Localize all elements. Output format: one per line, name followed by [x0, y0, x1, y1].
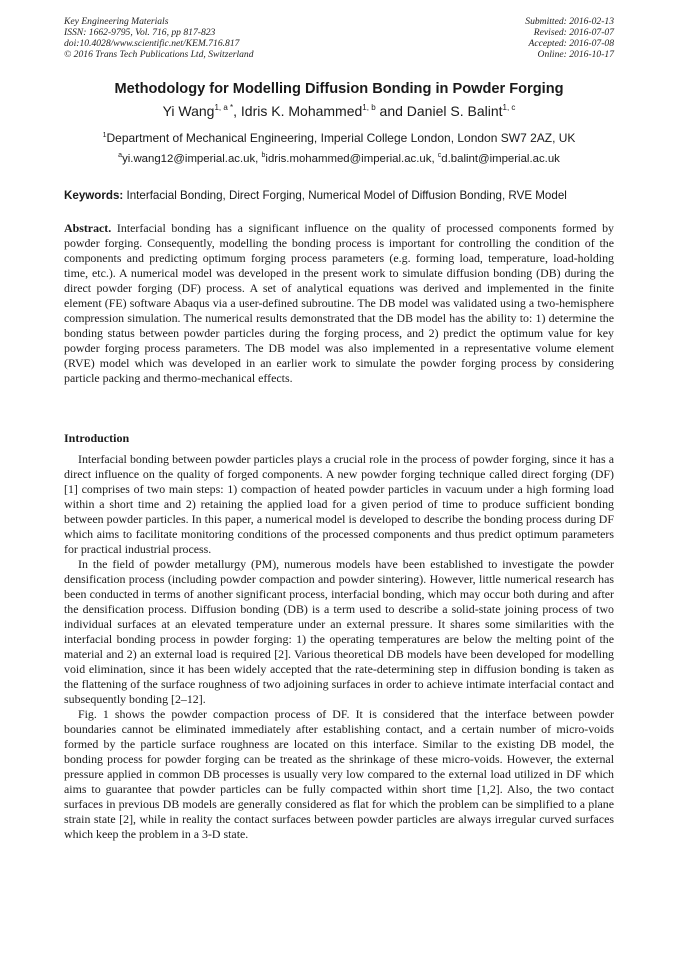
author-name: Yi Wang	[162, 103, 215, 119]
online-date: Online: 2016-10-17	[537, 49, 614, 60]
author-superscript: 1, c	[502, 103, 516, 112]
doi-line: doi:10.4028/www.scientific.net/KEM.716.817	[64, 38, 240, 49]
email-superscript: a	[118, 152, 123, 159]
abstract-text: Interfacial bonding has a significant influence on the quality of processed components formed by powder forging. Consequently, modelling the bonding process is important for controlling the condition of the components and predicting optimum forging process parameters (e.g. forming load, temperature, load-holding time, etc.). A numerical model was developed in the present work to simulate diffusion bonding (DB) during the direct powder forging (DF) process. A set of analytical equations was derived and implemented in the finite element (FE) software Abaqus via a user-defined subroutine. The DB model was validated using a two-hemisphere compression simulation. The numerical results demonstrated that the DB model has the ability to: 1) determine the bonding status between powder particles during the forging process, and 2) predict the optimum value for key powder forging process parameters. The DB model was also implemented in a representative volume element (RVE) model which was developed in an earlier work to simulate the powder forging process by considering particle packing and thermo-mechanical effects.	[64, 221, 614, 385]
author-separator: ,	[233, 103, 241, 119]
issn-line: ISSN: 1662-9795, Vol. 716, pp 817-823	[64, 27, 216, 38]
email-address[interactable]: idris.mohammed@imperial.ac.uk,	[265, 153, 438, 165]
affiliation-superscript: 1	[102, 132, 107, 139]
email-address[interactable]: d.balint@imperial.ac.uk	[441, 153, 560, 165]
keywords-label: Keywords:	[64, 189, 124, 202]
keywords	[64, 189, 624, 202]
author-list	[0, 103, 678, 119]
copyright-line: © 2016 Trans Tech Publications Ltd, Switzerland	[64, 49, 254, 60]
introduction-body	[64, 452, 614, 842]
paragraph: Fig. 1 shows the powder compaction process of DF. It is considered that the interface between powder boundaries cannot be eliminated immediately after establishing contact, and a certain number of micro-voids formed by the particle surface roughness are located on this interface. Similar to the existing DB model, the bonding process for powder forging can be treated as the shrinkage of these micro-voids. However, the external pressure applied in common DB processes is usually very low compared to the external load utilized in DF which aims to guarantee that powder particles can be fully compacted within short time [1,2]. Also, the two contact surfaces in previous DB models are generally considered as flat for which the problem can be simplified to a plane strain state [2], while in reality the contact surfaces between powder particles are always irregular curved surfaces which keep the problem in a 3-D state.	[64, 707, 614, 841]
abstract-label: Abstract.	[64, 221, 112, 235]
email-address[interactable]: yi.wang12@imperial.ac.uk,	[122, 153, 262, 165]
accepted-date: Accepted: 2016-07-08	[528, 38, 614, 49]
author-superscript: 1, a *	[214, 103, 234, 112]
keywords-text: Interfacial Bonding, Direct Forging, Numerical Model of Diffusion Bonding, RVE Model	[123, 189, 567, 202]
email-list	[0, 152, 678, 165]
affiliation	[0, 131, 678, 145]
paper-title: Methodology for Modelling Diffusion Bonding in Powder Forging	[114, 81, 564, 97]
journal-name: Key Engineering Materials	[64, 16, 169, 27]
affiliation-text: Department of Mechanical Engineering, Imperial College London, London SW7 2AZ, UK	[106, 131, 576, 145]
paragraph: In the field of powder metallurgy (PM), numerous models have been established to investigate the powder densification process (including powder compaction and powder sintering). However, little numerical research has been conducted in terms of another significant process, interfacial bonding, which may occur both during and after the densification process. Diffusion bonding (DB) is a term used to describe a solid-state joining process of two individual surfaces at an elevated temperature under an external pressure. It shares some similarities with the interfacial bonding process in powder forging: 1) the operating temperatures are below the melting point of the material and 2) an external load is required [2]. Various theoretical DB models have been developed for modelling void elimination, since it has been widely accepted that the rate-determining step in diffusion bonding is taken as the flattening of the surface roughness of two adjoining surfaces in order to achieve intimate interfacial contact and subsequently bonding [2–12].	[64, 557, 614, 706]
author-name: Idris K. Mohammed	[240, 103, 363, 119]
abstract	[64, 221, 614, 386]
author-separator: and	[375, 103, 407, 119]
author-name: Daniel S. Balint	[406, 103, 503, 119]
paragraph: Interfacial bonding between powder particles plays a crucial role in the process of powder forging, since it has a direct influence on the quality of forged components. A new powder forging technique called direct forging (DF) [1] comprises of two main steps: 1) compaction of heated powder particles in vacuum under a high forming load within a short time and 2) retaining the applied load for a given period of time to produce sufficient bonding between powder particles. In this paper, a numerical model is developed to describe the bonding process during DF which aims to facilitate monitoring conditions of the processed components and thus predict optimum parameters for practical industrial process.	[64, 452, 614, 556]
submission-dates	[525, 16, 614, 60]
author-superscript: 1, b	[362, 103, 376, 112]
revised-date: Revised: 2016-07-07	[533, 27, 614, 38]
email-superscript: b	[261, 152, 266, 159]
submitted-date: Submitted: 2016-02-13	[525, 16, 614, 27]
introduction-heading: Introduction	[64, 431, 130, 445]
email-superscript: c	[437, 152, 442, 159]
journal-info	[64, 16, 254, 60]
